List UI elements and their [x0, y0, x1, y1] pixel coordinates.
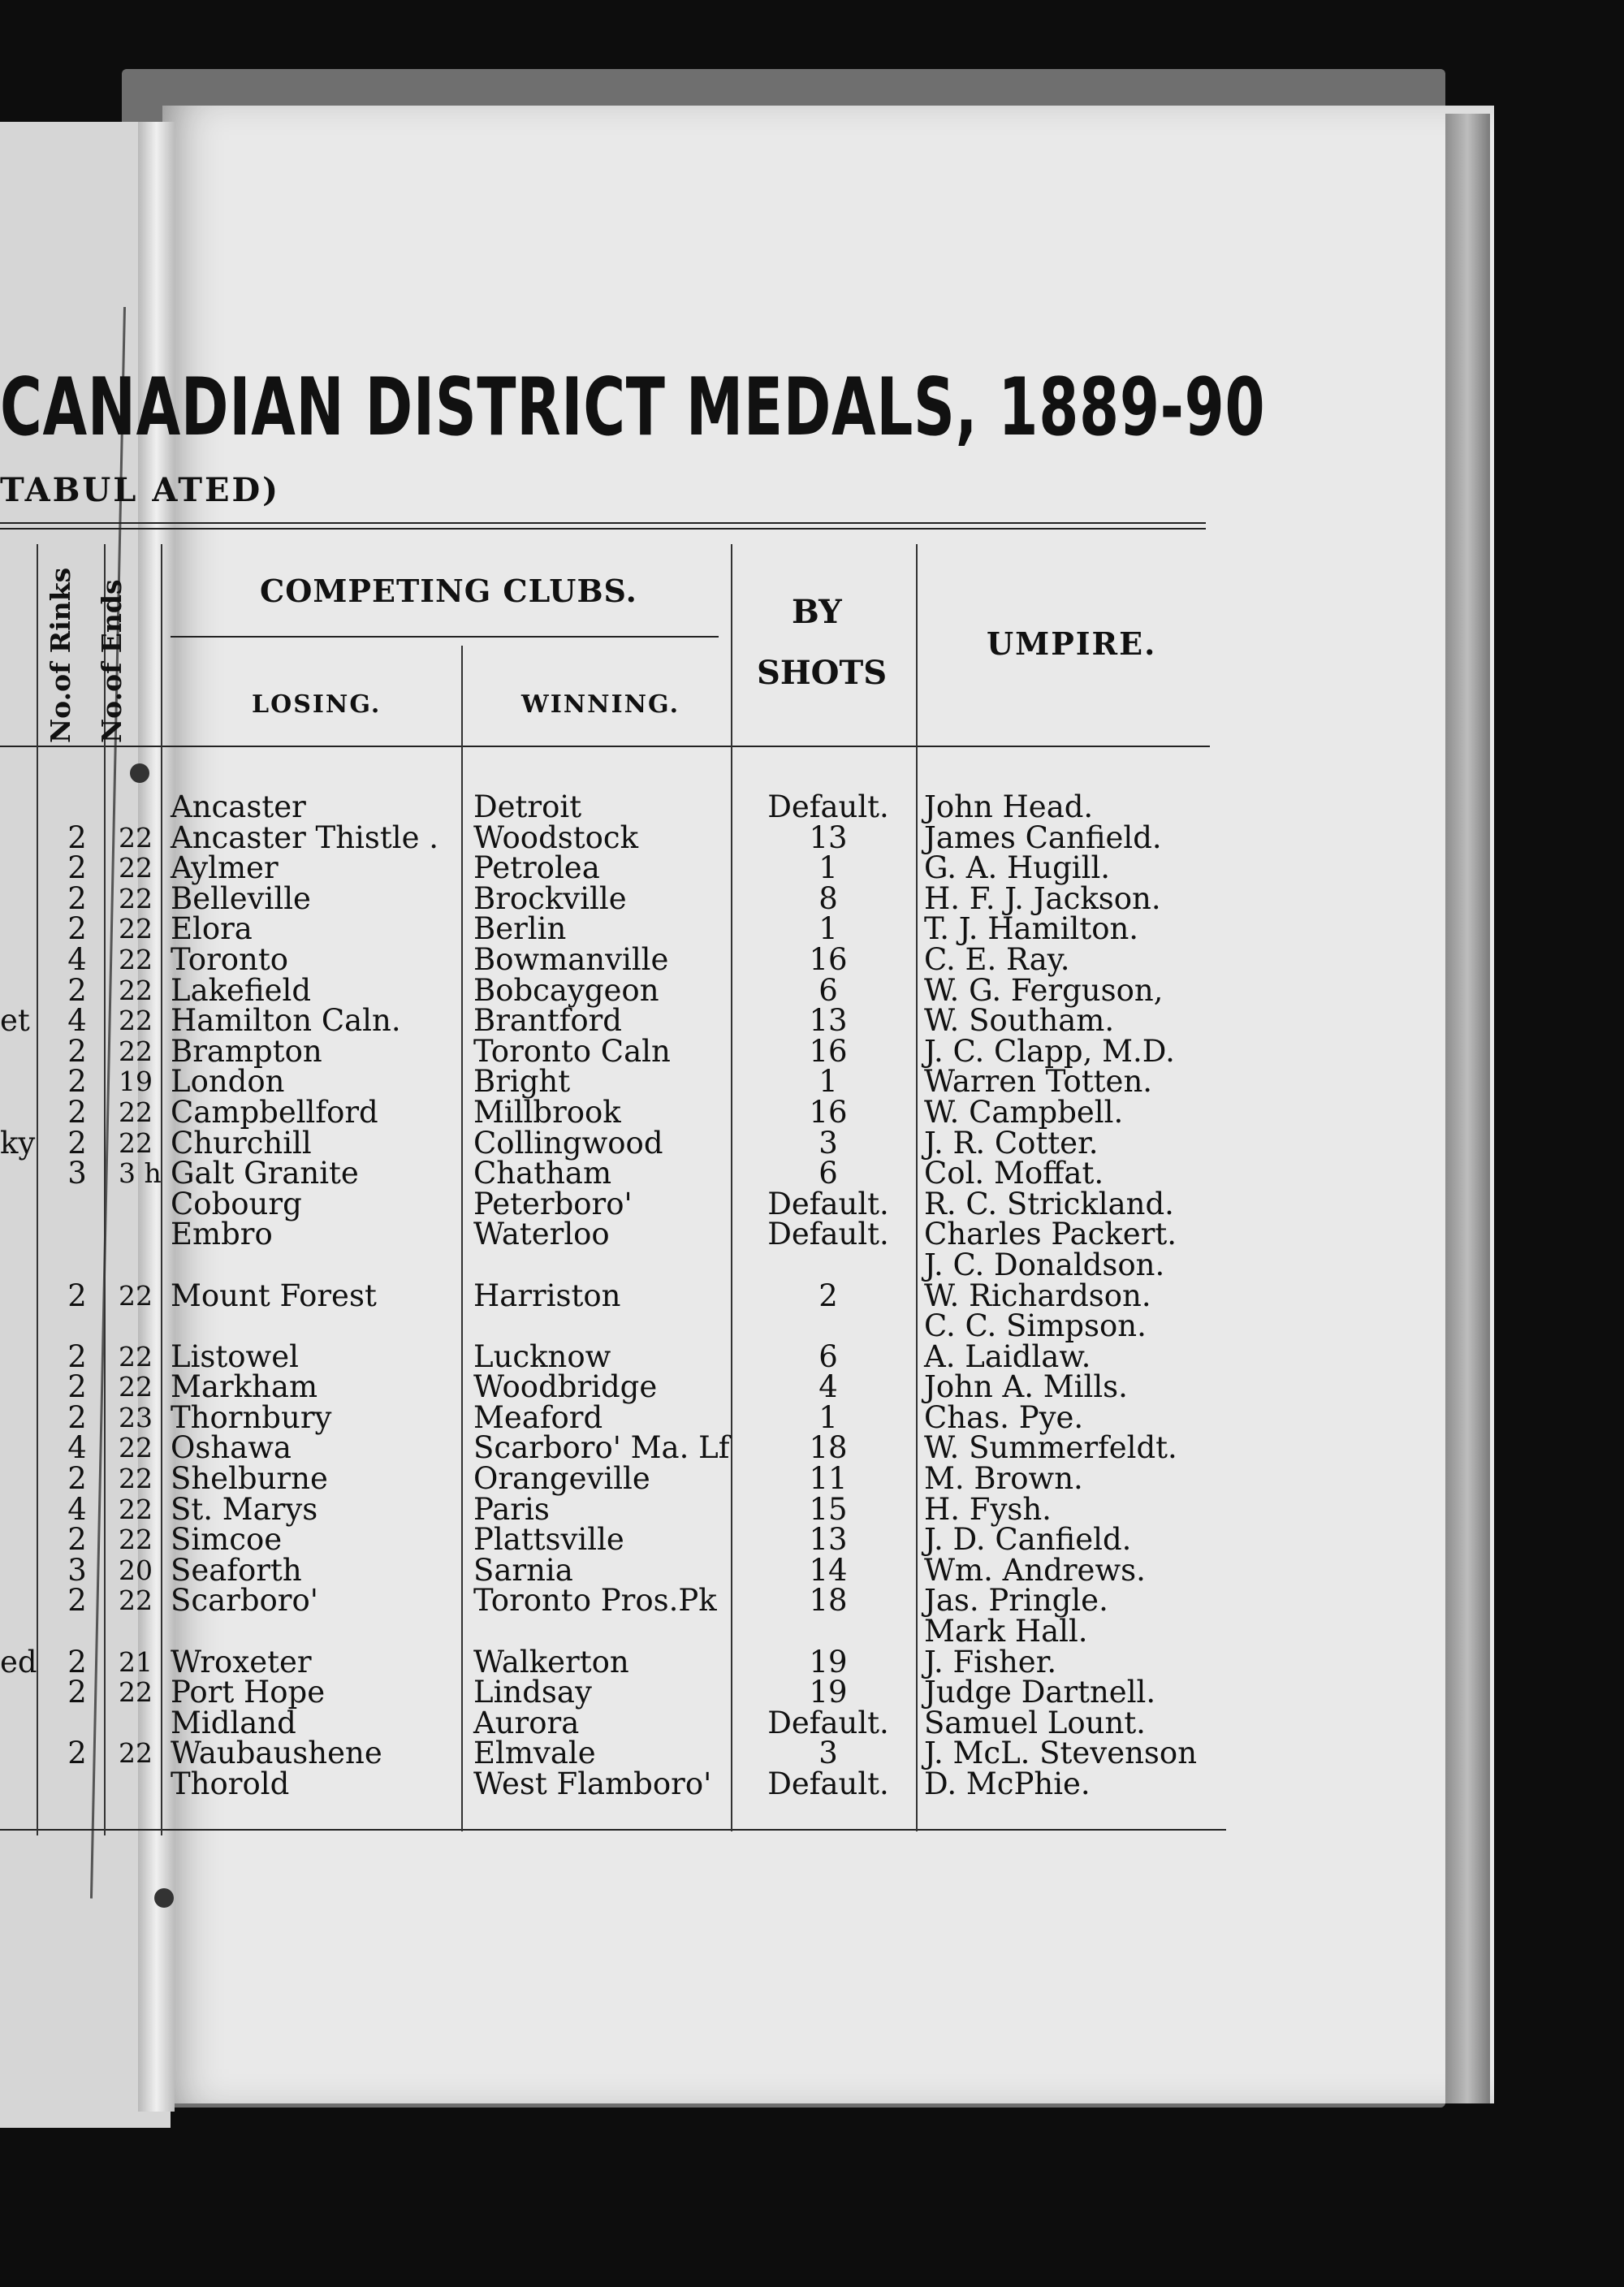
cell-losing: Campbellford	[171, 1094, 378, 1130]
table-row	[0, 1308, 1226, 1344]
cell-umpire: Warren Totten.	[924, 1064, 1153, 1100]
cell-rinks: 2	[67, 880, 87, 916]
cell-rinks: 2	[67, 1125, 87, 1161]
cell-losing: Scarboro'	[171, 1583, 318, 1619]
cell-ends: 21	[119, 1645, 153, 1678]
table-row	[0, 1219, 1226, 1250]
header-rinks: No.of Rinks	[45, 567, 76, 743]
cell-lead: et	[0, 1003, 30, 1039]
table-row	[0, 1094, 1226, 1130]
cell-losing: Simcoe	[171, 1522, 283, 1558]
cell-shots: 14	[809, 1552, 848, 1588]
cell-winning: Collingwood	[473, 1125, 663, 1161]
cell-ends: 22	[119, 882, 153, 914]
cell-ends: 22	[119, 1432, 153, 1464]
cell-umpire: John Head.	[924, 789, 1094, 824]
cell-umpire: W. Campbell.	[924, 1094, 1124, 1130]
table-row	[0, 1552, 1226, 1588]
cell-losing: Brampton	[171, 1033, 322, 1069]
cell-ends: 22	[119, 943, 153, 975]
cell-winning: Peterboro'	[473, 1186, 633, 1221]
table-row	[0, 1338, 1226, 1374]
table-row	[0, 1583, 1226, 1619]
cell-winning: Walkerton	[473, 1644, 629, 1680]
cell-ends: 22	[119, 1463, 153, 1495]
cell-winning: Waterloo	[473, 1217, 610, 1252]
cell-losing: Waubaushene	[171, 1736, 382, 1771]
cell-umpire: R. C. Strickland.	[924, 1186, 1174, 1221]
cell-ends: 22	[119, 913, 153, 945]
cell-umpire: W. Richardson.	[924, 1278, 1151, 1313]
cell-losing: Cobourg	[171, 1186, 302, 1221]
cell-rinks: 4	[67, 1003, 87, 1039]
cell-umpire: Charles Packert.	[924, 1217, 1177, 1252]
cell-umpire: Col. Moffat.	[924, 1156, 1104, 1191]
table-row	[0, 1644, 1226, 1680]
cell-losing: Shelburne	[171, 1461, 328, 1497]
cell-shots: 1	[818, 1064, 838, 1100]
cell-shots: Default.	[767, 789, 889, 824]
cell-winning: Berlin	[473, 911, 567, 947]
cell-rinks: 4	[67, 941, 87, 977]
cell-umpire: J. R. Cotter.	[924, 1125, 1099, 1161]
cell-rinks: 2	[67, 1033, 87, 1069]
cell-losing: Belleville	[171, 880, 311, 916]
cell-shots: 8	[818, 880, 838, 916]
cell-rinks: 3	[67, 1552, 87, 1588]
cell-winning: Woodstock	[473, 819, 639, 855]
cell-winning: Toronto Pros.Pk	[473, 1583, 717, 1619]
cell-umpire: J. C. Clapp, M.D.	[924, 1033, 1175, 1069]
table-row	[0, 1677, 1226, 1708]
cell-ends: 22	[119, 1005, 153, 1037]
clubs-underline	[171, 636, 719, 638]
cell-shots: 16	[809, 941, 848, 977]
cell-winning: Woodbridge	[473, 1369, 658, 1405]
cell-losing: Lakefield	[171, 972, 312, 1008]
cell-rinks: 2	[67, 1338, 87, 1374]
cell-ends: 19	[119, 1066, 153, 1098]
table-row	[0, 880, 1226, 916]
cell-shots: 16	[809, 1094, 848, 1130]
header-bottom-rule	[0, 746, 1210, 747]
cell-shots: Default.	[767, 1186, 889, 1221]
cell-losing: St. Marys	[171, 1491, 318, 1527]
cell-umpire: H. F. J. Jackson.	[924, 880, 1161, 916]
cell-umpire: W. Southam.	[924, 1003, 1115, 1039]
cell-losing: Elora	[171, 911, 253, 947]
table-row	[0, 941, 1226, 977]
cell-rinks: 2	[67, 819, 87, 855]
cell-umpire: T. J. Hamilton.	[924, 911, 1139, 947]
cell-winning: Brockville	[473, 880, 627, 916]
cell-rinks: 2	[67, 1583, 87, 1619]
cell-winning: Brantford	[473, 1003, 622, 1039]
cell-ends: 3 h	[119, 1157, 162, 1190]
cell-shots: 19	[809, 1675, 848, 1710]
cell-umpire: Chas. Pye.	[924, 1399, 1084, 1435]
cell-losing: Galt Granite	[171, 1156, 359, 1191]
cell-winning: Meaford	[473, 1399, 603, 1435]
cell-winning: Toronto Caln	[473, 1033, 671, 1069]
cell-winning: Sarnia	[473, 1552, 573, 1588]
table-row	[0, 1738, 1226, 1769]
cell-shots: 3	[818, 1736, 838, 1771]
table-row	[0, 1186, 1226, 1221]
cell-winning: Bobcaygeon	[473, 972, 659, 1008]
results-table-body	[0, 789, 1226, 1801]
cell-ends: 22	[119, 821, 153, 854]
cell-winning: Lucknow	[473, 1338, 611, 1374]
table-row	[0, 819, 1226, 855]
cell-shots: Default.	[767, 1217, 889, 1252]
cell-shots: 1	[818, 911, 838, 947]
cell-shots: 1	[818, 850, 838, 886]
cell-losing: Ancaster	[171, 789, 306, 824]
cell-umpire: Samuel Lount.	[924, 1705, 1146, 1740]
cell-ends: 22	[119, 1737, 153, 1770]
cell-ends: 22	[119, 974, 153, 1006]
header-losing: LOSING.	[252, 690, 382, 719]
cell-shots: 13	[809, 1522, 848, 1558]
cell-losing: Mount Forest	[171, 1278, 377, 1313]
cell-rinks: 2	[67, 1736, 87, 1771]
cell-shots: 6	[818, 1338, 838, 1374]
cell-rinks: 2	[67, 911, 87, 947]
table-row	[0, 972, 1226, 1008]
header-winning: WINNING.	[521, 690, 680, 719]
cell-umpire: Wm. Andrews.	[924, 1552, 1146, 1588]
cell-ends: 22	[119, 1279, 153, 1312]
binding-knot-bottom	[154, 1888, 174, 1908]
cell-umpire: John A. Mills.	[924, 1369, 1128, 1405]
cell-shots: 18	[809, 1430, 848, 1466]
cell-winning: Elmvale	[473, 1736, 596, 1771]
cell-rinks: 4	[67, 1491, 87, 1527]
cell-winning: Millbrook	[473, 1094, 621, 1130]
cell-winning: Detroit	[473, 789, 582, 824]
cell-winning: Lindsay	[473, 1675, 592, 1710]
cell-rinks: 2	[67, 1094, 87, 1130]
cell-losing: Listowel	[171, 1338, 299, 1374]
cell-umpire: J. McL. Stevenson	[924, 1736, 1198, 1771]
cell-losing: Seaforth	[171, 1552, 302, 1588]
cell-shots: 6	[818, 1156, 838, 1191]
cell-losing: Toronto	[171, 941, 289, 977]
cell-ends: 22	[119, 1340, 153, 1373]
table-row	[0, 1399, 1226, 1435]
cell-shots: 13	[809, 819, 848, 855]
page-subtitle: TABUL ATED)	[0, 471, 281, 509]
table-row	[0, 850, 1226, 886]
cell-rinks: 2	[67, 1461, 87, 1497]
cell-shots: 15	[809, 1491, 848, 1527]
cell-losing: Ancaster Thistle .	[171, 819, 438, 855]
cell-umpire: Judge Dartnell.	[924, 1675, 1156, 1710]
cell-umpire: J. C. Donaldson.	[924, 1247, 1165, 1282]
cell-shots: 1	[818, 1399, 838, 1435]
cell-umpire: M. Brown.	[924, 1461, 1083, 1497]
cell-umpire: H. Fysh.	[924, 1491, 1052, 1527]
cell-umpire: W. G. Ferguson,	[924, 972, 1164, 1008]
cell-winning: Aurora	[473, 1705, 580, 1740]
cell-rinks: 2	[67, 1278, 87, 1313]
cell-losing: Port Hope	[171, 1675, 326, 1710]
table-row	[0, 789, 1226, 824]
table-row	[0, 911, 1226, 947]
cell-losing: Thorold	[171, 1766, 290, 1801]
cell-rinks: 2	[67, 1064, 87, 1100]
cell-winning: Bowmanville	[473, 941, 669, 977]
cell-losing: Oshawa	[171, 1430, 292, 1466]
page-title: CANADIAN DISTRICT MEDALS, 1889-90	[0, 361, 1266, 454]
cell-umpire: D. McPhie.	[924, 1766, 1091, 1801]
header-shots: SHOTS	[757, 654, 888, 692]
top-rule-double	[0, 528, 1206, 530]
cell-lead: ed	[0, 1644, 37, 1680]
cell-rinks: 2	[67, 1369, 87, 1405]
cell-ends: 22	[119, 852, 153, 884]
cell-rinks: 2	[67, 972, 87, 1008]
bottom-rule	[0, 1829, 1226, 1831]
cell-umpire: Mark Hall.	[924, 1614, 1088, 1649]
cell-rinks: 2	[67, 1644, 87, 1680]
cell-winning: Petrolea	[473, 850, 600, 886]
table-row	[0, 1616, 1226, 1647]
cell-umpire: W. Summerfeldt.	[924, 1430, 1177, 1466]
header-by: BY	[792, 593, 842, 631]
table-row	[0, 1491, 1226, 1527]
cell-lead: ky	[0, 1125, 36, 1161]
cell-ends: 22	[119, 1096, 153, 1128]
cell-umpire: J. D. Canfield.	[924, 1522, 1132, 1558]
cell-umpire: C. E. Ray.	[924, 941, 1070, 977]
cell-shots: 6	[818, 972, 838, 1008]
cell-winning: Chatham	[473, 1156, 612, 1191]
cell-ends: 22	[119, 1493, 153, 1525]
cell-rinks: 3	[67, 1156, 87, 1191]
cell-shots: Default.	[767, 1705, 889, 1740]
table-row	[0, 1064, 1226, 1100]
cell-rinks: 2	[67, 1522, 87, 1558]
cell-winning: Harriston	[473, 1278, 621, 1313]
cell-rinks: 4	[67, 1430, 87, 1466]
cell-losing: Hamilton Caln.	[171, 1003, 401, 1039]
table-row	[0, 1003, 1226, 1039]
cell-losing: Thornbury	[171, 1399, 332, 1435]
cell-losing: Wroxeter	[171, 1644, 312, 1680]
cell-shots: 11	[809, 1461, 848, 1497]
table-row	[0, 1461, 1226, 1497]
cell-ends: 23	[119, 1401, 153, 1433]
cell-ends: 20	[119, 1554, 153, 1586]
cell-rinks: 2	[67, 1675, 87, 1710]
cell-winning: Plattsville	[473, 1522, 624, 1558]
table-row	[0, 1705, 1226, 1740]
cell-losing: Churchill	[171, 1125, 312, 1161]
header-umpire: UMPIRE.	[987, 625, 1157, 662]
cell-ends: 22	[119, 1126, 153, 1159]
cell-umpire: J. Fisher.	[924, 1644, 1057, 1680]
page-stack-edge	[1445, 114, 1490, 2103]
cell-winning: Paris	[473, 1491, 550, 1527]
cell-shots: 3	[818, 1125, 838, 1161]
table-row	[0, 1033, 1226, 1069]
cell-winning: Orangeville	[473, 1461, 650, 1497]
cell-shots: 13	[809, 1003, 848, 1039]
cell-losing: London	[171, 1064, 285, 1100]
top-rule	[0, 522, 1206, 524]
binding-knot-top	[130, 763, 149, 783]
table-row	[0, 1125, 1226, 1161]
cell-shots: 18	[809, 1583, 848, 1619]
cell-losing: Embro	[171, 1217, 273, 1252]
cell-winning: West Flamboro'	[473, 1766, 712, 1801]
cell-ends: 22	[119, 1676, 153, 1709]
cell-shots: 16	[809, 1033, 848, 1069]
cell-umpire: James Canfield.	[924, 819, 1162, 855]
header-ends: No.of Ends	[96, 579, 127, 743]
header-competing-clubs: COMPETING CLUBS.	[260, 573, 637, 609]
cell-rinks: 2	[67, 850, 87, 886]
table-row	[0, 1522, 1226, 1558]
cell-shots: 19	[809, 1644, 848, 1680]
table-row	[0, 1766, 1226, 1801]
cell-umpire: G. A. Hugill.	[924, 850, 1111, 886]
table-row	[0, 1247, 1226, 1282]
cell-losing: Midland	[171, 1705, 296, 1740]
cell-ends: 22	[119, 1524, 153, 1556]
cell-winning: Bright	[473, 1064, 571, 1100]
cell-umpire: A. Laidlaw.	[924, 1338, 1091, 1374]
cell-ends: 22	[119, 1584, 153, 1617]
cell-rinks: 2	[67, 1399, 87, 1435]
table-row	[0, 1430, 1226, 1466]
table-row	[0, 1369, 1226, 1405]
cell-shots: Default.	[767, 1766, 889, 1801]
cell-losing: Markham	[171, 1369, 318, 1405]
cell-shots: 4	[818, 1369, 838, 1405]
cell-ends: 22	[119, 1371, 153, 1403]
table-row	[0, 1158, 1226, 1189]
cell-shots: 2	[818, 1278, 838, 1313]
cell-umpire: Jas. Pringle.	[924, 1583, 1108, 1619]
table-row	[0, 1278, 1226, 1313]
cell-ends: 22	[119, 1035, 153, 1067]
cell-losing: Aylmer	[171, 850, 279, 886]
cell-winning: Scarboro' Ma. Lf	[473, 1430, 730, 1466]
cell-umpire: C. C. Simpson.	[924, 1308, 1147, 1344]
